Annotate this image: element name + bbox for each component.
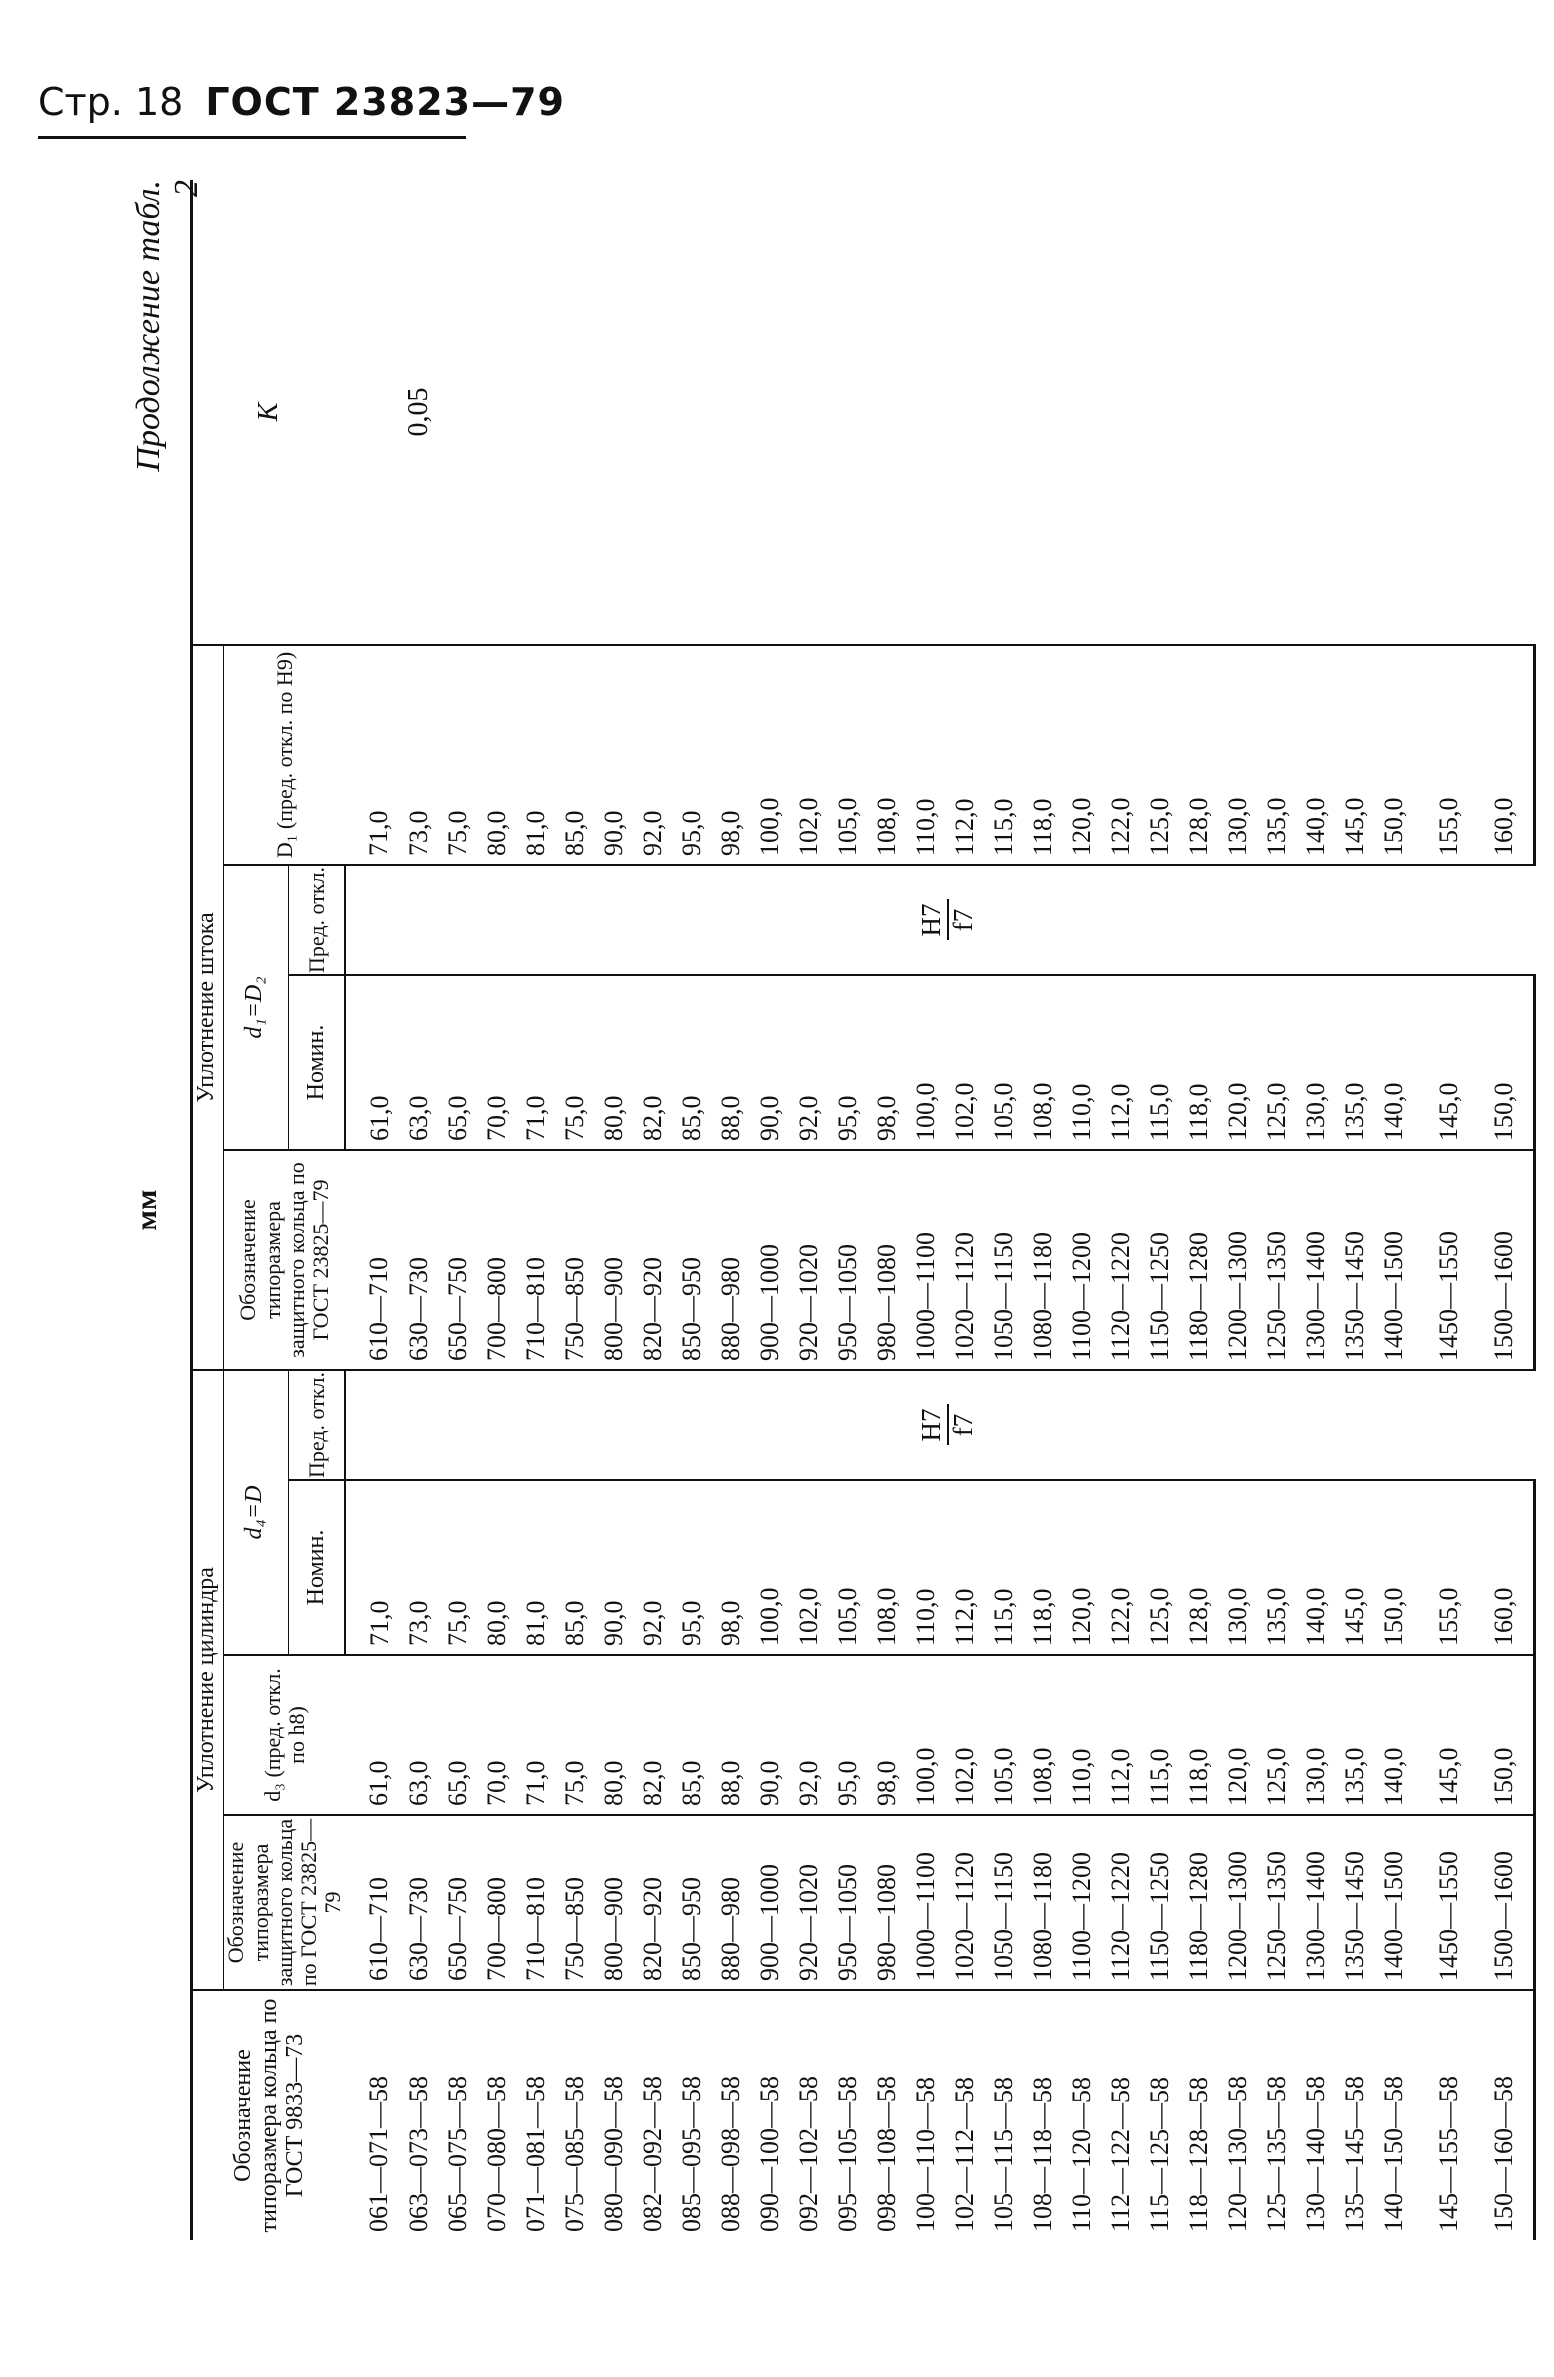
cell-d3: 88,0 [711,1655,750,1815]
cell-cyl-prot: 980—1080 [867,1815,906,1990]
cell-D1: 95,0 [672,645,711,865]
cell-ring: 145—155—58 [1433,2076,1463,2232]
cell-D1: 160,0 [1468,645,1535,865]
cell-rod-prot: 800—900 [594,1150,633,1370]
cell-d4: 102,0 [789,1480,828,1655]
cell-ring: 080—090—58 [598,2076,628,2232]
cell-cyl-prot: 700—800 [477,1815,516,1990]
table-caption: Продолжение табл. 2 [130,180,205,472]
cell-d1: 135,0 [1335,975,1374,1150]
cell-ring: 071—081—58 [520,2076,550,2232]
cell-d3: 108,0 [1023,1655,1062,1815]
cell-rod-prot: 900—1000 [750,1150,789,1370]
cell-d1: 120,0 [1218,975,1257,1150]
cell-rod-prot: 700—800 [477,1150,516,1370]
cell-rod-prot: 1400—1500 [1374,1150,1413,1370]
cell-rod-prot: 1300—1400 [1296,1150,1335,1370]
cell-d1: 88,0 [711,975,750,1150]
cell-cyl-prot: 750—850 [555,1815,594,1990]
rod-fit-shaft: f7 [947,908,978,932]
cell-d4: 73,0 [399,1480,438,1655]
cell-rod-prot: 630—730 [399,1150,438,1370]
cell-D1: 122,0 [1101,645,1140,865]
cell-d4: 110,0 [906,1480,945,1655]
cell-D1: 98,0 [711,645,750,865]
cell-d3: 118,0 [1179,1655,1218,1815]
cell-d1: 115,0 [1140,975,1179,1150]
cell-cyl-prot: 610—710 [345,1815,399,1990]
cell-D1: 90,0 [594,645,633,865]
rod-nominal-header: Номин. [288,975,345,1150]
cell-ring: 150—160—58 [1468,1990,1535,2240]
cell-D1: 130,0 [1218,645,1257,865]
cell-rod-prot: 710—810 [516,1150,555,1370]
cell-d3: 80,0 [594,1655,633,1815]
cell-d3: 110,0 [1062,1655,1101,1815]
cell-d4: 122,0 [1101,1480,1140,1655]
cell-ring: 135—145—58 [1339,2076,1369,2232]
cell-cyl-prot: 1120—1220 [1101,1815,1140,1990]
cyl-tolerance-header: Пред. откл. [288,1370,345,1480]
cell-cyl-prot: 800—900 [594,1815,633,1990]
cell-d4: 105,0 [828,1480,867,1655]
cell-d3: 140,0 [1374,1655,1413,1815]
standard-title: ГОСТ 23823—79 [205,80,565,124]
cell-rod-prot: 950—1050 [828,1150,867,1370]
rod-protective-ring-header: Обозначение типоразмера защитного кольца по ГОСТ 23825—79 [224,1150,345,1370]
cell-d4: 80,0 [477,1480,516,1655]
cell-D1: 105,0 [828,645,867,865]
cell-ring: 085—095—58 [676,2076,706,2232]
cell-cyl-prot: 1020—1120 [945,1815,984,1990]
cell-rod-prot: 1050—1150 [984,1150,1023,1370]
cell-ring: 061—071—58 [364,2076,394,2232]
unit-label: мм [130,1189,163,1231]
cell-rod-prot: 750—850 [555,1150,594,1370]
cell-ring: 112—122—58 [1105,2076,1135,2232]
cell-d1: 95,0 [828,975,867,1150]
cell-d3: 90,0 [750,1655,789,1815]
cell-d3: 100,0 [906,1655,945,1815]
cell-cyl-prot: 1150—1250 [1140,1815,1179,1990]
cell-D1: 81,0 [516,645,555,865]
rod-fit-tolerance [345,865,1535,975]
cell-d1: 61,0 [345,975,399,1150]
cell-d3: 120,0 [1218,1655,1257,1815]
rod-tolerance-header: Пред. откл. [288,865,345,975]
cell-D1: 155,0 [1413,645,1468,865]
cell-d1: 70,0 [477,975,516,1150]
cell-cyl-prot: 900—1000 [750,1815,789,1990]
cell-cyl-prot: 1400—1500 [1374,1815,1413,1990]
cell-rod-prot: 1080—1180 [1023,1150,1062,1370]
cell-rod-prot: 980—1080 [867,1150,906,1370]
cell-d1: 130,0 [1296,975,1335,1150]
cell-ring: 082—092—58 [637,2076,667,2232]
cell-cyl-prot: 1050—1150 [984,1815,1023,1990]
cell-d3: 150,0 [1468,1655,1535,1815]
cell-rod-prot: 850—950 [672,1150,711,1370]
cell-ring: 130—140—58 [1300,2076,1330,2232]
cell-cyl-prot: 630—730 [399,1815,438,1990]
cell-ring: 065—075—58 [442,2076,472,2232]
cell-cyl-prot: 650—750 [438,1815,477,1990]
cell-d1: 92,0 [789,975,828,1150]
page-header [38,80,565,140]
cell-D1: 112,0 [945,645,984,865]
cell-D1: 102,0 [789,645,828,865]
cell-d4: 71,0 [345,1480,399,1655]
cell-D1: 120,0 [1062,645,1101,865]
cell-rod-prot: 1100—1200 [1062,1150,1101,1370]
cell-ring: 140—150—58 [1378,2076,1408,2232]
cell-rod-prot: 1000—1100 [906,1150,945,1370]
cell-cyl-prot: 1200—1300 [1218,1815,1257,1990]
cell-d4: 81,0 [516,1480,555,1655]
cell-D1: 100,0 [750,645,789,865]
dimensions-table [190,180,1536,2240]
cell-cyl-prot: 850—950 [672,1815,711,1990]
cell-D1: 85,0 [555,645,594,865]
cell-D1: 115,0 [984,645,1023,865]
cylinder-seal-header: Уплотнение цилиндра [192,1370,224,1990]
cell-d4: 155,0 [1413,1480,1468,1655]
cell-d3: 75,0 [555,1655,594,1815]
table-body [345,180,1535,2240]
rod-fit-hole: H7 [917,900,949,941]
cell-rod-prot: 1150—1250 [1140,1150,1179,1370]
cell-d1: 100,0 [906,975,945,1150]
rod-fit-fraction [917,900,978,941]
k-header: K [192,180,346,645]
cell-rod-prot: 1180—1280 [1179,1150,1218,1370]
cell-d1: 98,0 [867,975,906,1150]
cell-D1: 128,0 [1179,645,1218,865]
cell-ring: 108—118—58 [1027,2076,1057,2232]
cyl-nominal-header: Номин. [288,1480,345,1655]
cell-d4: 75,0 [438,1480,477,1655]
cell-d4: 98,0 [711,1480,750,1655]
cell-D1: 118,0 [1023,645,1062,865]
cell-cyl-prot: 920—1020 [789,1815,828,1990]
cell-d1: 71,0 [516,975,555,1150]
cell-cyl-prot: 880—980 [711,1815,750,1990]
cell-cyl-prot: 1300—1400 [1296,1815,1335,1990]
cyl-fit-shaft: f7 [947,1413,978,1437]
cell-d1: 75,0 [555,975,594,1150]
cell-d3: 82,0 [633,1655,672,1815]
cell-d3: 61,0 [345,1655,399,1815]
cell-ring: 105—115—58 [988,2076,1018,2232]
cell-D1: 125,0 [1140,645,1179,865]
cell-d4: 100,0 [750,1480,789,1655]
cell-d3: 105,0 [984,1655,1023,1815]
cell-D1: 150,0 [1374,645,1413,865]
cell-d1: 105,0 [984,975,1023,1150]
cell-ring: 092—102—58 [793,2076,823,2232]
cell-cyl-prot: 1450—1550 [1413,1815,1468,1990]
cell-rod-prot: 1450—1550 [1413,1150,1468,1370]
cell-d4: 118,0 [1023,1480,1062,1655]
cell-D1: 108,0 [867,645,906,865]
cell-rod-prot: 880—980 [711,1150,750,1370]
cell-d3: 115,0 [1140,1655,1179,1815]
cell-d3: 71,0 [516,1655,555,1815]
cell-d3: 92,0 [789,1655,828,1815]
cell-cyl-prot: 1350—1450 [1335,1815,1374,1990]
cell-d3: 70,0 [477,1655,516,1815]
cell-d4: 135,0 [1257,1480,1296,1655]
cell-cyl-prot: 710—810 [516,1815,555,1990]
d4-group-header: d₄=D [224,1370,288,1655]
cell-rod-prot: 1500—1600 [1468,1150,1535,1370]
d3-header: d₃ (пред. откл. по h8) [224,1655,345,1815]
cell-d4: 125,0 [1140,1480,1179,1655]
k-value: 0,05 [345,180,1535,645]
cell-rod-prot: 1020—1120 [945,1150,984,1370]
cell-ring: 088—098—58 [715,2076,745,2232]
cell-cyl-prot: 1250—1350 [1257,1815,1296,1990]
cell-d4: 120,0 [1062,1480,1101,1655]
rod-seal-header: Уплотнение штока [192,645,224,1370]
cell-rod-prot: 1120—1220 [1101,1150,1140,1370]
cell-d1: 90,0 [750,975,789,1150]
cell-d4: 90,0 [594,1480,633,1655]
table-row [345,180,399,2240]
cell-rod-prot: 650—750 [438,1150,477,1370]
cell-rod-prot: 920—1020 [789,1150,828,1370]
cyl-fit-tolerance [345,1370,1535,1480]
cell-ring: 090—100—58 [754,2076,784,2232]
cell-ring: 118—128—58 [1183,2076,1213,2232]
cell-D1: 92,0 [633,645,672,865]
cell-d4: 130,0 [1218,1480,1257,1655]
cyl-fit-fraction [917,1405,978,1446]
cell-ring: 098—108—58 [871,2076,901,2232]
ring-designation-header: Обозначение типоразмера кольца по ГОСТ 9833—73 [229,1998,309,2233]
cell-d1: 82,0 [633,975,672,1150]
cell-d1: 118,0 [1179,975,1218,1150]
cell-D1: 145,0 [1335,645,1374,865]
cell-d3: 98,0 [867,1655,906,1815]
cell-rod-prot: 610—710 [345,1150,399,1370]
cell-d4: 92,0 [633,1480,672,1655]
cell-d3: 112,0 [1101,1655,1140,1815]
cell-D1: 110,0 [906,645,945,865]
cell-d3: 125,0 [1257,1655,1296,1815]
cell-D1: 135,0 [1257,645,1296,865]
cell-ring: 075—085—58 [559,2076,589,2232]
cell-cyl-prot: 950—1050 [828,1815,867,1990]
cell-d1: 150,0 [1468,975,1535,1150]
cell-d4: 145,0 [1335,1480,1374,1655]
cell-d4: 112,0 [945,1480,984,1655]
cell-d3: 65,0 [438,1655,477,1815]
cell-d1: 85,0 [672,975,711,1150]
cell-ring: 125—135—58 [1261,2076,1291,2232]
cell-ring: 100—110—58 [910,2076,940,2232]
cell-ring: 110—120—58 [1066,2076,1096,2232]
d1-group-header: d₁=D₂ [224,865,288,1150]
cell-cyl-prot: 1000—1100 [906,1815,945,1990]
cell-D1: 80,0 [477,645,516,865]
cell-d1: 65,0 [438,975,477,1150]
cyl-fit-hole: H7 [917,1405,949,1446]
cell-rod-prot: 1200—1300 [1218,1150,1257,1370]
cell-d1: 140,0 [1374,975,1413,1150]
cell-D1: 71,0 [345,645,399,865]
cell-d1: 145,0 [1413,975,1468,1150]
rotated-table-block [130,180,1518,2240]
cell-d1: 102,0 [945,975,984,1150]
cell-d4: 108,0 [867,1480,906,1655]
cell-cyl-prot: 1080—1180 [1023,1815,1062,1990]
cell-d3: 85,0 [672,1655,711,1815]
cell-D1: 140,0 [1296,645,1335,865]
cell-d4: 140,0 [1296,1480,1335,1655]
cell-d3: 95,0 [828,1655,867,1815]
cell-cyl-prot: 1100—1200 [1062,1815,1101,1990]
cell-cyl-prot: 1180—1280 [1179,1815,1218,1990]
cell-d4: 85,0 [555,1480,594,1655]
header-rule [38,136,466,139]
cell-rod-prot: 820—920 [633,1150,672,1370]
cell-D1: 73,0 [399,645,438,865]
cell-d3: 145,0 [1413,1655,1468,1815]
cell-d4: 95,0 [672,1480,711,1655]
cyl-protective-ring-header: Обозначение типоразмера защитного кольца по ГОСТ 23825—79 [224,1815,345,1990]
cell-d1: 63,0 [399,975,438,1150]
cell-d1: 125,0 [1257,975,1296,1150]
cell-cyl-prot: 820—920 [633,1815,672,1990]
cell-ring: 070—080—58 [481,2076,511,2232]
cell-d4: 128,0 [1179,1480,1218,1655]
cell-d3: 102,0 [945,1655,984,1815]
D1-header: D₁ (пред. откл. по H9) [224,645,345,865]
cell-d1: 112,0 [1101,975,1140,1150]
page-label: Стр. 18 [38,80,184,124]
cell-D1: 75,0 [438,645,477,865]
cell-d4: 150,0 [1374,1480,1413,1655]
cell-ring: 115—125—58 [1144,2076,1174,2232]
cell-cyl-prot: 1500—1600 [1468,1815,1535,1990]
cell-d3: 63,0 [399,1655,438,1815]
cell-d1: 110,0 [1062,975,1101,1150]
cell-d4: 115,0 [984,1480,1023,1655]
cell-d1: 108,0 [1023,975,1062,1150]
cell-ring: 120—130—58 [1222,2076,1252,2232]
cell-d3: 135,0 [1335,1655,1374,1815]
cell-ring: 063—073—58 [403,2076,433,2232]
cell-d3: 130,0 [1296,1655,1335,1815]
cell-d4: 160,0 [1468,1480,1535,1655]
cell-ring: 102—112—58 [949,2076,979,2232]
cell-d1: 80,0 [594,975,633,1150]
cell-rod-prot: 1250—1350 [1257,1150,1296,1370]
cell-rod-prot: 1350—1450 [1335,1150,1374,1370]
cell-ring: 095—105—58 [832,2076,862,2232]
